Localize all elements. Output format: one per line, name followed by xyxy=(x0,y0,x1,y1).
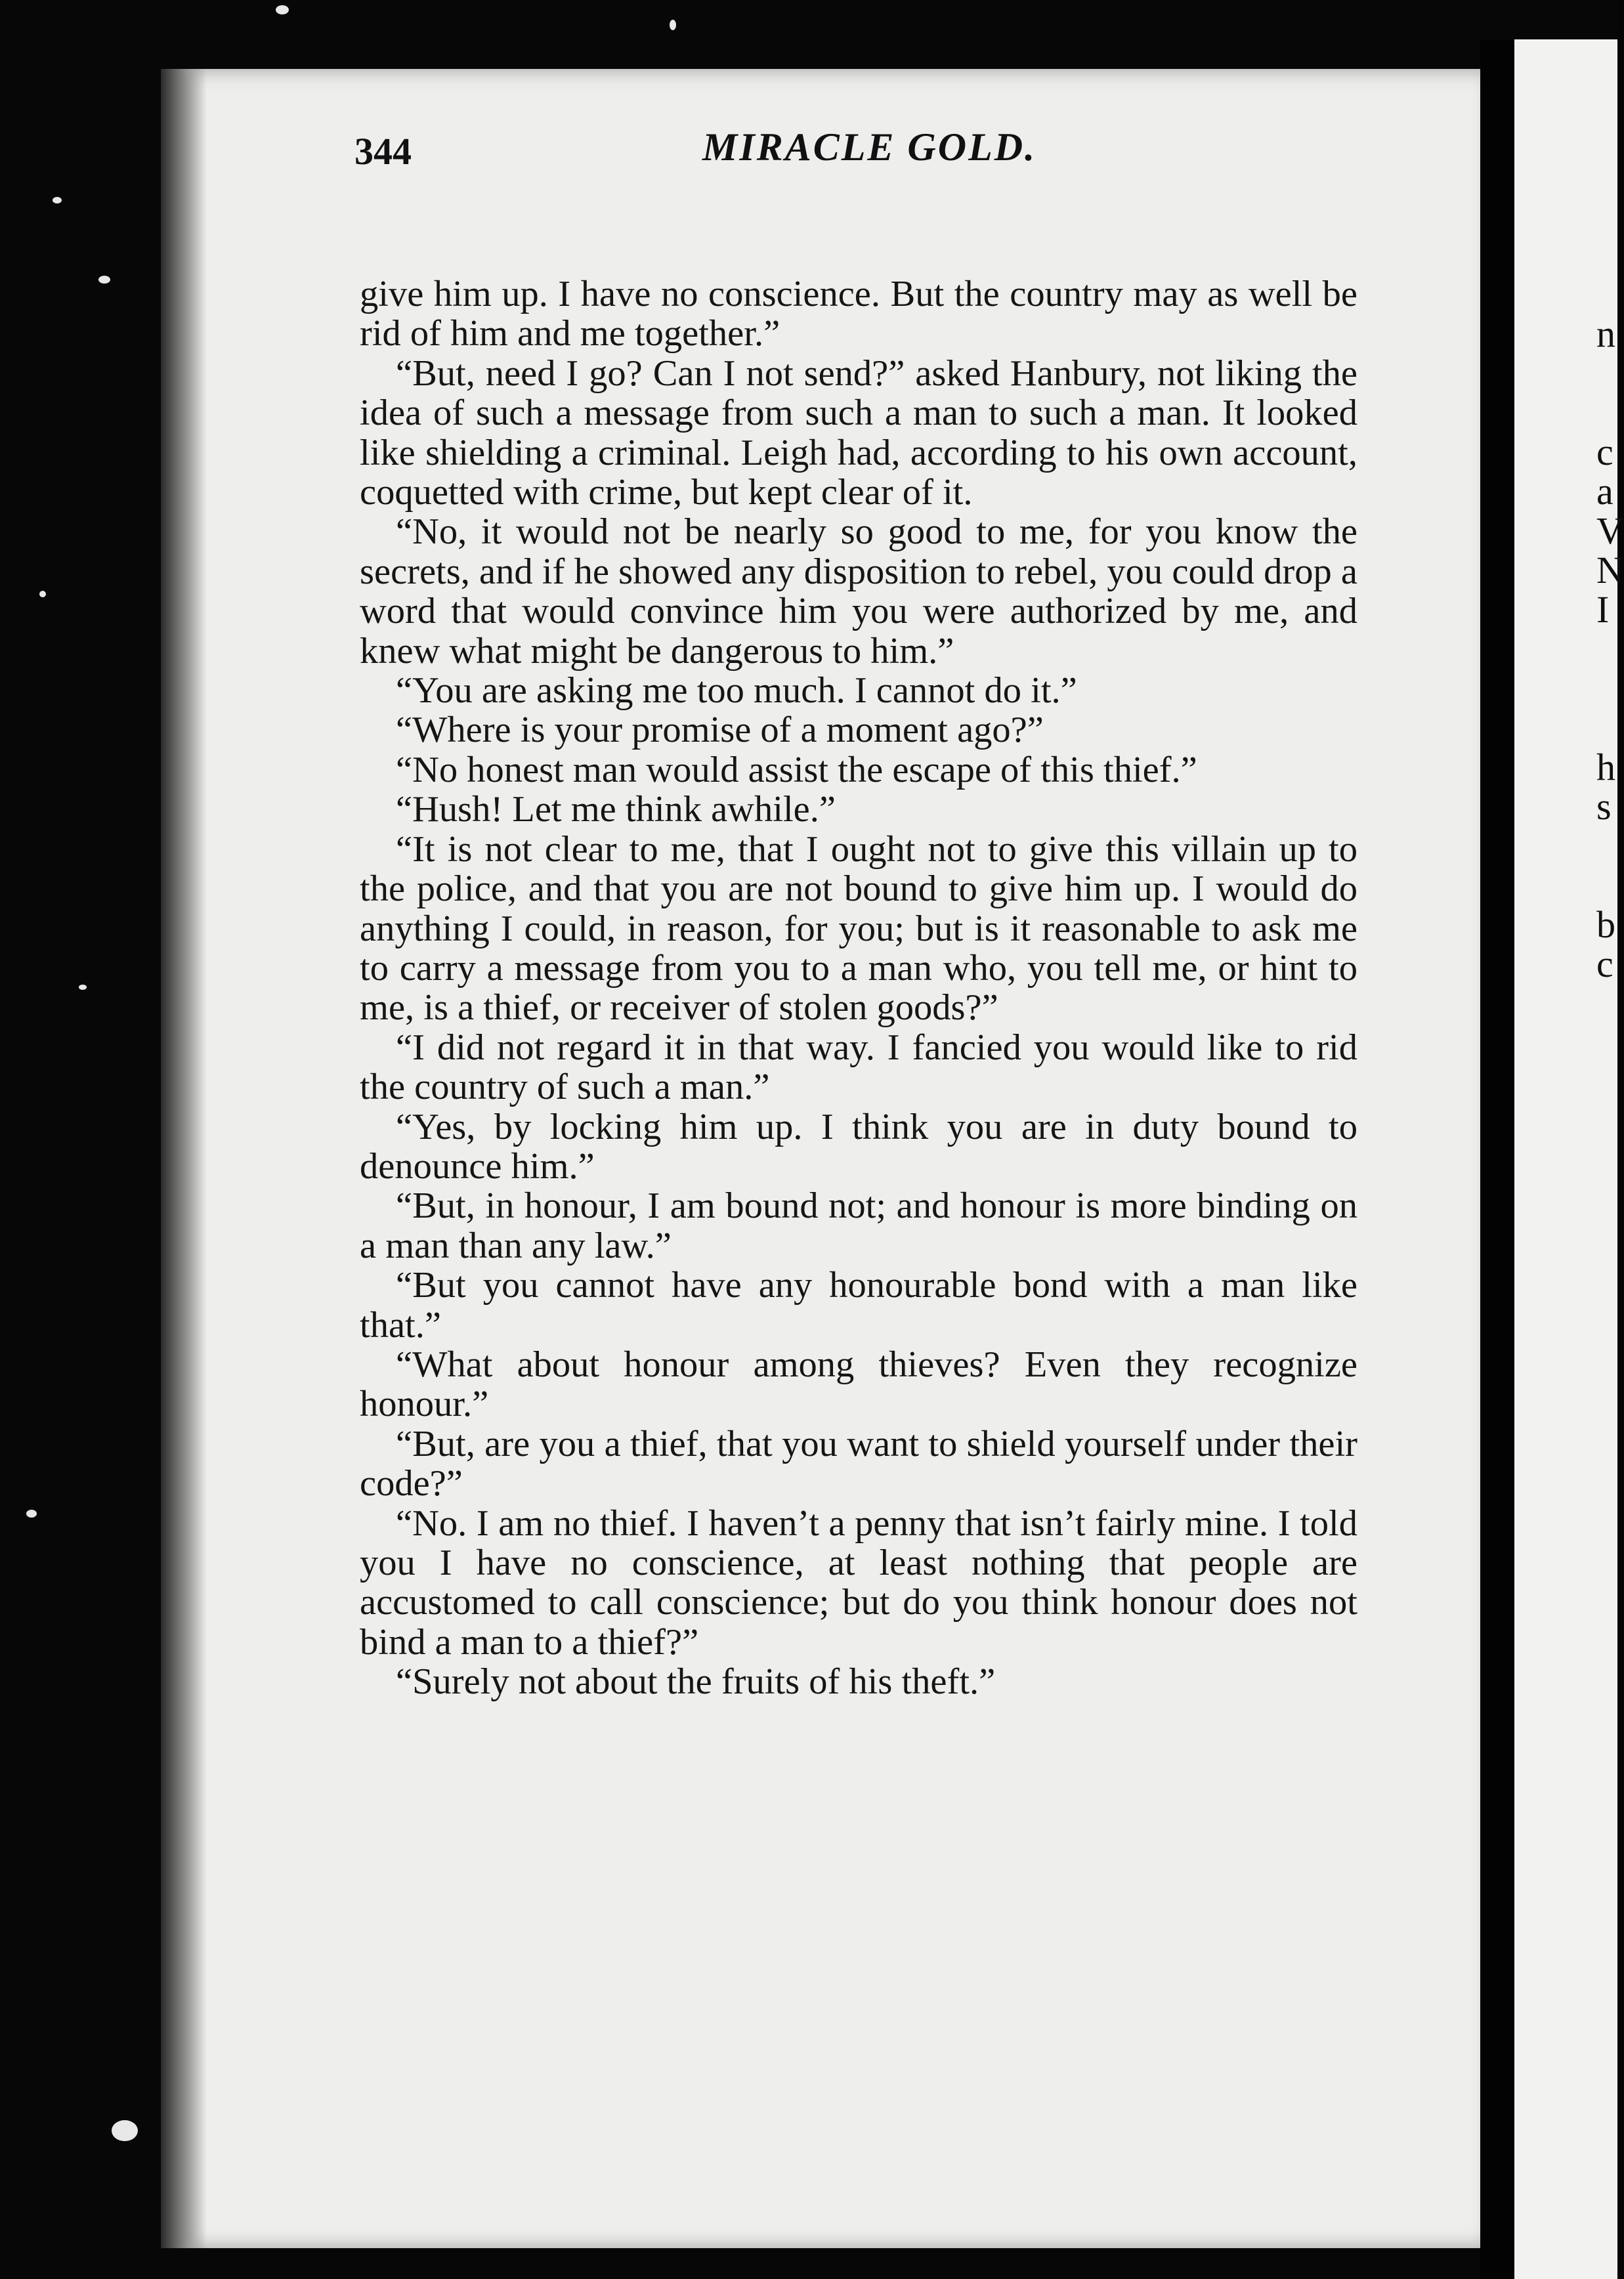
paragraph: “Surely not about the fruits of his theft.” xyxy=(396,1661,996,1703)
dust-speck xyxy=(26,1510,37,1518)
page-divider xyxy=(1480,39,1514,2279)
paragraph: “You are asking me too much. I cannot do it.” xyxy=(396,670,1077,712)
paragraph: “But, in honour, I am bound not; and honour is more binding on a man than any law.” xyxy=(360,1185,1357,1266)
facing-page-fragment: I xyxy=(1596,588,1610,631)
page-number: 344 xyxy=(354,130,412,173)
facing-page-fragment: n xyxy=(1596,312,1615,355)
paragraph: “Yes, by locking him up. I think you are in duty bound to denounce him.” xyxy=(360,1106,1357,1187)
paragraph: give him up. I have no conscience. But the country may as well be rid of him and me together.” xyxy=(360,274,1357,354)
paragraph: “Where is your promise of a moment ago?” xyxy=(396,710,1044,751)
facing-page-fragment: a xyxy=(1596,470,1613,513)
paragraph: “It is not clear to me, that I ought not to give this villain up to the police, and that you are not bound to give him up. I would do anything I could, in reason, for you; but is it reasonable to ask me to carry a message from you to a man who, you tell me, or hint to me, is a thief, or receiver of stolen goods?” xyxy=(360,828,1357,1029)
paragraph: “I did not regard it in that way. I fancied you would like to rid the country of such a man.” xyxy=(360,1027,1357,1108)
paragraph: “No, it would not be nearly so good to me, for you know the secrets, and if he showed any disposition to rebel, you could drop a word that would convince him you were authorized by me, and knew what might be dangerous to him.” xyxy=(360,511,1357,671)
dust-speck xyxy=(276,5,289,14)
page-text xyxy=(360,274,1357,1702)
dust-speck xyxy=(98,276,110,284)
dust-speck xyxy=(79,985,87,990)
dust-speck xyxy=(53,197,62,203)
facing-page-fragment: N xyxy=(1596,549,1624,591)
facing-page-fragment: s xyxy=(1596,785,1612,828)
facing-page-fragment: c xyxy=(1596,943,1613,985)
paragraph: “But you cannot have any honourable bond with a man like that.” xyxy=(360,1265,1357,1346)
facing-page-fragment: V xyxy=(1596,509,1624,552)
dust-speck xyxy=(39,591,46,597)
dust-speck xyxy=(112,2120,138,2141)
facing-page-fragment: h xyxy=(1596,746,1615,788)
dust-speck xyxy=(670,20,676,30)
facing-page-edge xyxy=(1514,39,1624,2279)
paragraph: “But, are you a thief, that you want to shield yourself under their code?” xyxy=(360,1423,1357,1504)
paragraph: “No. I am no thief. I haven’t a penny that isn’t fairly mine. I told you I have no conscience, at least nothing that people are accustomed to call conscience; but do you think honour does not bind a man to a thief?” xyxy=(360,1502,1357,1663)
running-title: MIRACLE GOLD. xyxy=(702,125,1037,169)
paragraph: “Hush! Let me think awhile.” xyxy=(396,789,836,830)
facing-page-fragment: b xyxy=(1596,903,1615,946)
paragraph: “No honest man would assist the escape of this thief.” xyxy=(396,749,1197,790)
paragraph: “What about honour among thieves? Even they recognize honour.” xyxy=(360,1344,1357,1425)
facing-page-fragment: c xyxy=(1596,431,1613,473)
page-gutter-shadow xyxy=(161,69,207,2248)
paragraph: “But, need I go? Can I not send?” asked Hanbury, not liking the idea of such a message from such a man to such a man. It looked like shielding a criminal. Leigh had, according to his own account, coquetted with crime, but kept clear of it. xyxy=(360,352,1357,513)
